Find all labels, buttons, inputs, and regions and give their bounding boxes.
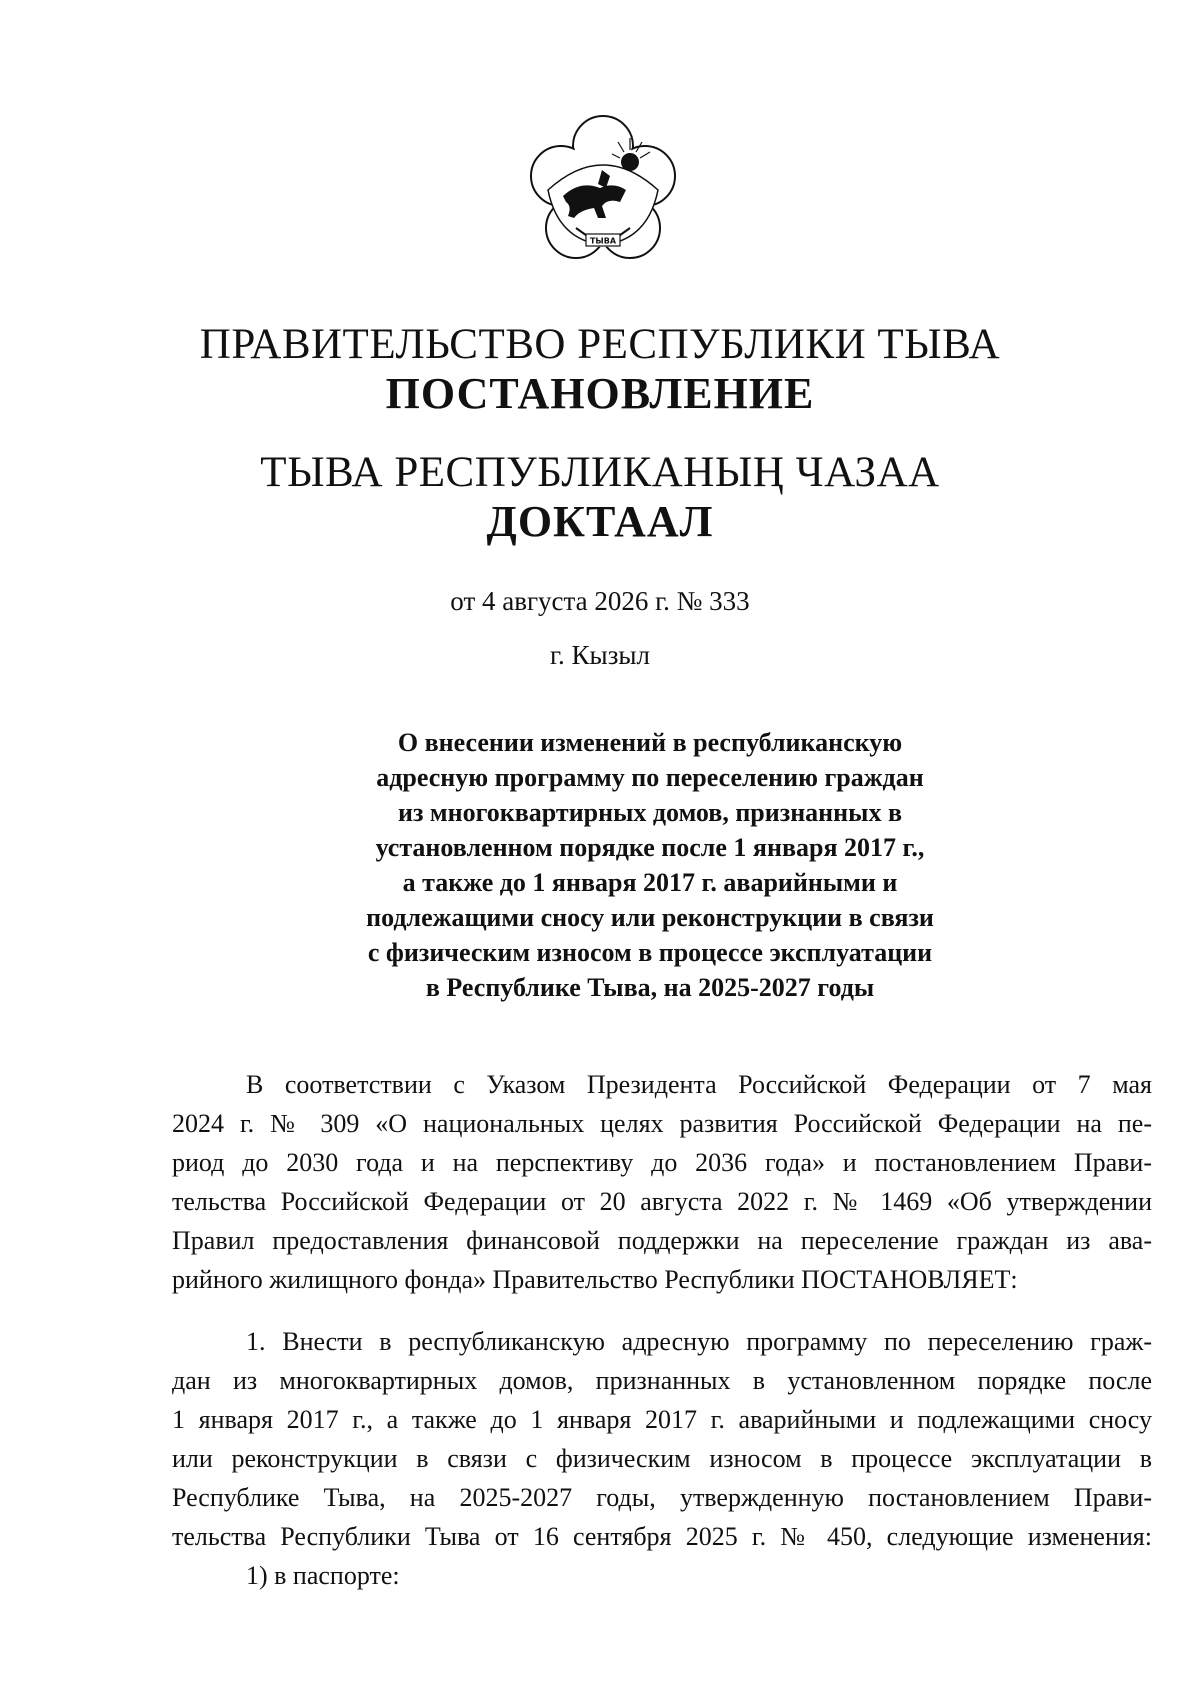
subitem-label: 1) в паспорте: xyxy=(246,1561,400,1590)
clause-1-paragraph xyxy=(172,1322,1152,1595)
title-line: подлежащими сносу или реконструкции в связи xyxy=(366,903,934,932)
title-line: установленном порядке после 1 января 2017 г., xyxy=(375,833,925,862)
text-line: 1 января 2017 г., а также до 1 января 2017 г. аварийными и подлежащими сносу xyxy=(172,1405,1152,1434)
government-name-ru: ПРАВИТЕЛЬСТВО РЕСПУБЛИКИ ТЫВА xyxy=(199,321,1001,368)
republic-emblem xyxy=(518,110,688,280)
title-line: в Республике Тыва, на 2025-2027 годы xyxy=(425,973,875,1002)
title-line: О внесении изменений в республиканскую xyxy=(397,728,903,757)
text-line: Республике Тыва, на 2025-2027 годы, утвержденную постановлением Прави- xyxy=(172,1483,1152,1512)
text-line: или реконструкции в связи с физическим износом в процессе эксплуатации в xyxy=(172,1444,1152,1473)
text-line: 2024 г. № 309 «О национальных целях развития Российской Федерации на пе- xyxy=(172,1109,1152,1138)
government-name-tyv: ТЫВА РЕСПУБЛИКАНЫҢ ЧАЗАА xyxy=(260,449,940,496)
document-type-tyv: ДОКТААЛ xyxy=(486,497,714,546)
text-line: рийного жилищного фонда» Правительство Республики ПОСТАНОВЛЯЕТ: xyxy=(172,1265,1018,1294)
document-city: г. Кызыл xyxy=(550,640,650,670)
text-line: тельства Республики Тыва от 16 сентября 2025 г. № 450, следующие изменения: xyxy=(172,1522,1152,1551)
document-type-ru: ПОСТАНОВЛЕНИЕ xyxy=(385,369,815,418)
title-line: с физическим износом в процессе эксплуатации xyxy=(367,938,933,967)
title-line: а также до 1 января 2017 г. аварийными и xyxy=(402,868,898,897)
text-line: Правил предоставления финансовой поддержки на переселение граждан из ава- xyxy=(172,1226,1152,1255)
text-line: 1. Внести в республиканскую адресную программу по переселению граж- xyxy=(246,1327,1152,1356)
preamble-paragraph xyxy=(172,1065,1152,1299)
emblem-label: ТЫВА xyxy=(589,236,617,246)
document-title xyxy=(330,725,970,1005)
text-line: риод до 2030 года и на перспективу до 2036 года» и постановлением Прави- xyxy=(172,1148,1152,1177)
text-line: В соответствии с Указом Президента Российской Федерации от 7 мая xyxy=(246,1070,1152,1099)
text-line: тельства Российской Федерации от 20 августа 2022 г. № 1469 «Об утверждении xyxy=(172,1187,1152,1216)
document-date-number: от 4 августа 2026 г. № 333 xyxy=(450,586,750,616)
text-line: дан из многоквартирных домов, признанных в установленном порядке после xyxy=(172,1366,1152,1395)
title-line: из многоквартирных домов, признанных в xyxy=(398,798,902,827)
title-line: адресную программу по переселению граждан xyxy=(376,763,924,792)
